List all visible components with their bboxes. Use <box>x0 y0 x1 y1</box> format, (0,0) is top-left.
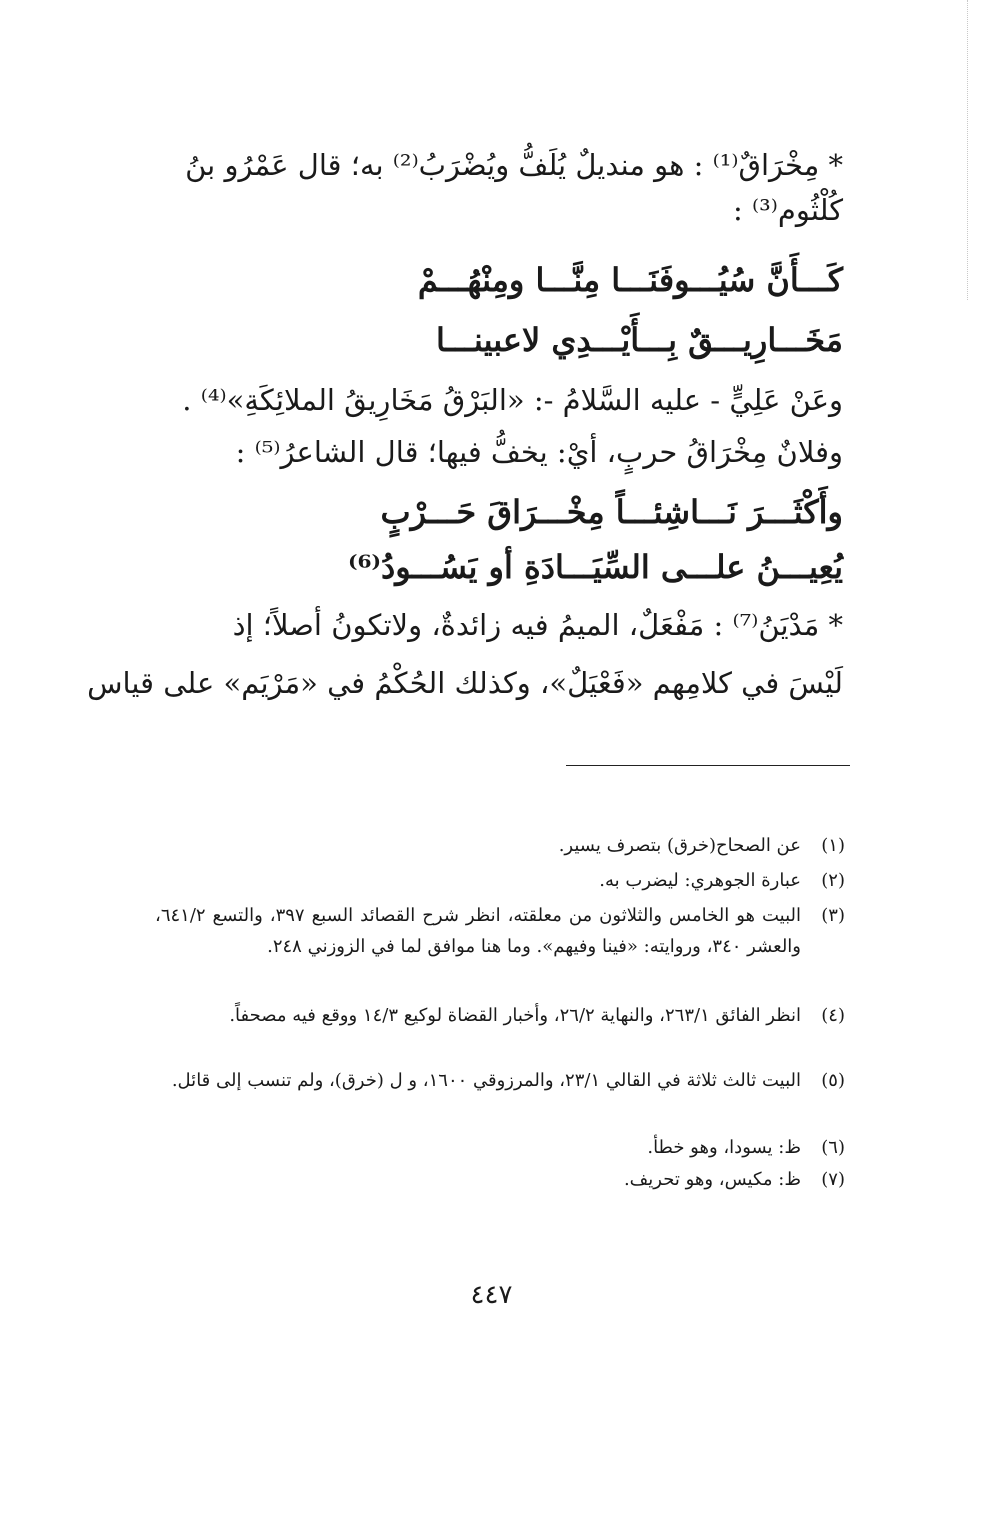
body-line-5: * مَدْيَنُ⁽⁷⁾ : مَفْعَلٌ، الميمُ فيه زائدةٌ، ولاتكونُ أصلاً؛ إذ <box>232 608 843 642</box>
footnote-7 <box>155 1164 845 1195</box>
body-line-2: كُلْثُوم⁽³⁾ : <box>733 193 843 227</box>
footnote-number: (٧) <box>821 1169 845 1190</box>
body-line-3: وعَنْ عَلِيٍّ - عليه السَّلامُ -: «البَرْقُ مَخَارِيقُ الملائِكَةِ»⁽⁴⁾ . <box>182 383 843 417</box>
footnote-number: (٤) <box>821 1005 845 1026</box>
body-line-4: وفلانٌ مِخْرَاقُ حربٍ، أيْ: يخفُّ فيها؛ قال الشاعرُ⁽⁵⁾ : <box>235 435 843 469</box>
footnote-3 <box>155 900 845 962</box>
footnote-2 <box>155 865 845 896</box>
body-line-6: لَيْسَ في كلامِهم «فَعْيَلٌ»، وكذلك الحُكْمُ في «مَرْيَم» على قياس <box>87 666 843 700</box>
footnote-number: (٢) <box>821 870 845 891</box>
footnote-text: ظ: يسودا، وهو خطأ. <box>647 1137 801 1158</box>
footnote-separator <box>566 765 850 766</box>
footnote-text: البيت هو الخامس والثلاثون من معلقته، انظر شرح القصائد السبع ٣٩٧، والتسع ٦٤١/٢، والعشر ٣٤٠، وروايته: «فينا وفيهم». وما هنا موافق لما في الزوزني ٢٤٨. <box>155 905 802 957</box>
footnote-number: (٥) <box>821 1070 845 1091</box>
body-line-1: * مِخْرَاقٌ⁽¹⁾ : هو منديلٌ يُلَفُّ ويُضْرَبُ⁽²⁾ به؛ قال عَمْرُو بنُ <box>185 148 843 182</box>
footnote-text: عن الصحاح(خرق) بتصرف يسير. <box>558 835 801 856</box>
footnote-5 <box>155 1065 845 1096</box>
verse-2-hemistich-1: وأَكْثَـــرَ نَـــاشِئـــاً مِخْـــرَاقَ حَـــرْبٍ <box>380 493 843 531</box>
footnote-1 <box>155 830 845 861</box>
footnote-6 <box>155 1132 845 1163</box>
verse-1-hemistich-2: مَخَـــارِيـــقٌ بِـــأَيْـــدِي لاعبينـــا <box>436 321 843 359</box>
footnote-text: انظر الفائق ٢٦٣/١، والنهاية ٢٦/٢، وأخبار القضاة لوكيع ١٤/٣ ووقع فيه مصحفاً. <box>229 1005 801 1026</box>
page-number: ٤٤٧ <box>470 1280 513 1310</box>
footnote-text: عبارة الجوهري: ليضرب به. <box>599 870 801 891</box>
scan-edge-line <box>967 0 968 300</box>
footnote-number: (٣) <box>821 905 845 926</box>
footnote-number: (٦) <box>821 1137 845 1158</box>
verse-2-hemistich-2: يُعِيـــنُ علـــى السِّيَـــادَةِ أو يَسُـــودُ⁽⁶⁾ <box>347 548 843 586</box>
verse-1-hemistich-1: كَـــأَنَّ سُيُـــوفَنَـــا مِنَّـــا ومِنْهُـــمْ <box>417 261 843 299</box>
footnote-text: البيت ثالث ثلاثة في القالي ٢٣/١، والمرزوقي ١٦٠٠، و ل (خرق)، ولم تنسب إلى قائل. <box>171 1070 801 1091</box>
footnote-4 <box>155 1000 845 1031</box>
footnote-text: ظ: مكيس، وهو تحريف. <box>623 1169 801 1190</box>
footnote-number: (١) <box>821 835 845 856</box>
